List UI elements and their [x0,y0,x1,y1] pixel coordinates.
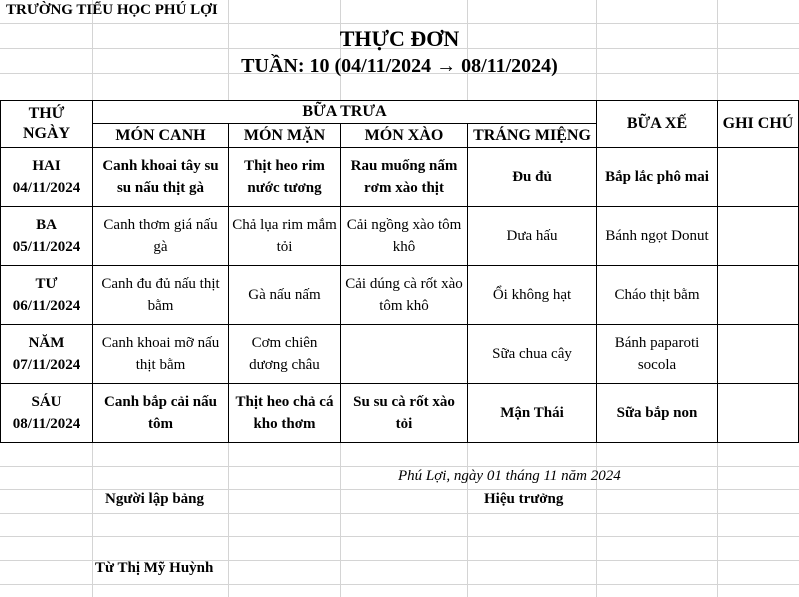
salty-cell: Cơm chiên dương châu [229,325,341,384]
day-cell [1,148,93,207]
day-name: HAI [32,158,61,174]
creator-label: Người lập bảng [105,491,205,507]
soup-cell: Canh khoai tây su su nấu thịt gà [93,148,229,207]
stir-fry-cell: Cải dúng cà rốt xào tôm khô [341,266,468,325]
school-name: TRƯỜNG TIỂU HỌC PHÚ LỢI [6,2,218,18]
note-cell [718,384,799,443]
stir-fry-cell: Su su cà rốt xào tỏi [341,384,468,443]
day-date: 04/11/2024 [12,180,81,196]
header-soup: MÓN CANH [93,124,229,148]
header-day [1,101,93,148]
dessert-cell: Dưa hấu [468,207,597,266]
header-day-bottom: NGÀY [22,125,71,142]
soup-cell: Canh đu đủ nấu thịt bằm [93,266,229,325]
day-date: 08/11/2024 [12,416,81,432]
salty-cell: Thịt heo rim nước tương [229,148,341,207]
note-cell [718,148,799,207]
day-date: 07/11/2024 [12,357,81,373]
stir-fry-cell [341,325,468,384]
day-cell [1,325,93,384]
day-cell [1,384,93,443]
day-name: SÁU [31,394,62,410]
note-cell [718,207,799,266]
table-row [1,148,799,207]
table-row [1,384,799,443]
snack-cell: Bắp lắc phô mai [597,148,718,207]
principal-label: Hiệu trưởng [484,491,564,507]
dessert-cell: Mận Thái [468,384,597,443]
dessert-cell: Đu đủ [468,148,597,207]
day-cell [1,266,93,325]
note-cell [718,325,799,384]
header-day-top: THỨ [28,105,65,122]
header-snack: BỮA XẾ [597,101,718,148]
table-row [1,325,799,384]
week-range: TUẦN: 10 (04/11/2024 → 08/11/2024) [241,55,558,77]
day-name: NĂM [28,335,65,351]
header-salty: MÓN MẶN [229,124,341,148]
header-stir-fry: MÓN XÀO [341,124,468,148]
soup-cell: Canh thơm giá nấu gà [93,207,229,266]
day-date: 06/11/2024 [12,298,81,314]
header-dessert: TRÁNG MIỆNG [468,124,597,148]
note-cell [718,266,799,325]
day-cell [1,207,93,266]
place-date: Phú Lợi, ngày 01 tháng 11 năm 2024 [398,468,621,484]
table-row [1,266,799,325]
salty-cell: Chả lụa rim mắm tỏi [229,207,341,266]
day-name: TƯ [35,276,58,292]
menu-table [0,100,799,443]
header-note: GHI CHÚ [718,101,799,148]
snack-cell: Sữa bắp non [597,384,718,443]
stir-fry-cell: Cải ngồng xào tôm khô [341,207,468,266]
dessert-cell: Sữa chua cây [468,325,597,384]
header-lunch: BỮA TRƯA [93,101,597,124]
snack-cell: Cháo thịt bằm [597,266,718,325]
snack-cell: Bánh paparoti socola [597,325,718,384]
menu-title: THỰC ĐƠN [339,26,460,51]
stir-fry-cell: Rau muống nấm rơm xào thịt [341,148,468,207]
table-row [1,207,799,266]
soup-cell: Canh khoai mỡ nấu thịt bằm [93,325,229,384]
creator-name: Từ Thị Mỹ Huỳnh [95,560,214,576]
salty-cell: Gà nấu nấm [229,266,341,325]
dessert-cell: Ổi không hạt [468,266,597,325]
salty-cell: Thịt heo chả cá kho thơm [229,384,341,443]
soup-cell: Canh bắp cải nấu tôm [93,384,229,443]
day-name: BA [36,217,57,233]
snack-cell: Bánh ngọt Donut [597,207,718,266]
day-date: 05/11/2024 [12,239,81,255]
